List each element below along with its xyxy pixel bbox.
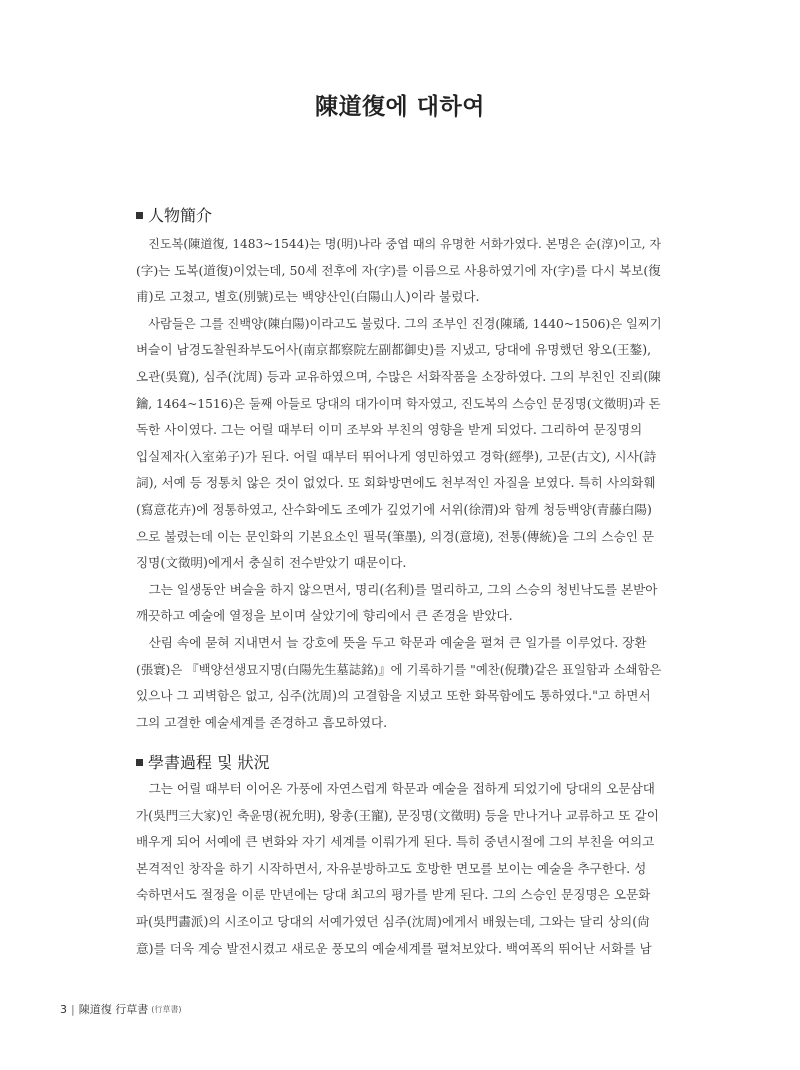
text-line: 있으나 그 괴벽함은 없고, 심주(沈周)의 고결함을 지녔고 또한 화목함에도 통하였다."고 하면서 <box>136 688 651 704</box>
section-heading-label: 人物簡介 <box>148 206 213 225</box>
text-line: (字)는 도복(道復)이었는데, 50세 전후에 자(字)를 이름으로 사용하였기에 자(字)를 다시 복보(復 <box>136 262 661 278</box>
section-body-profile <box>136 231 664 736</box>
text-line: 입실제자(入室弟子)가 된다. 어릴 때부터 뛰어나게 영민하였고 경학(經學), 고문(古文), 시사(詩 <box>136 448 657 464</box>
section-heading-label: 學書過程 및 狀況 <box>148 753 270 772</box>
book-title: 陳道復 行草書 <box>78 1003 149 1016</box>
text-line: 으로 불렸는데 이는 문인화의 기본요소인 필묵(筆墨), 의경(意境), 전통(傳統)을 그의 스승인 문 <box>136 528 655 544</box>
page-footer <box>60 1001 181 1017</box>
text-line: 가(吳門三大家)인 축윤명(祝允明), 왕총(王寵), 문징명(文徵明) 등을 만나거나 교류하고 또 같이 <box>136 807 659 823</box>
square-bullet-icon <box>136 759 143 766</box>
section-body-study <box>136 776 664 962</box>
text-line: 깨끗하고 예술에 열정을 보이며 살았기에 향리에서 큰 존경을 받았다. <box>136 608 513 624</box>
text-line: 본격적인 창작을 하기 시작하면서, 자유분방하고도 호방한 면모를 보이는 예술을 추구한다. 성 <box>136 860 647 876</box>
text-line: (張寰)은 『백양선생묘지명(白陽先生墓誌銘)』에 기록하기를 "예찬(倪瓚)같은 표일함과 소쇄함은 <box>136 662 662 677</box>
text-line: (寫意花卉)에 정통하였고, 산수화에도 조예가 깊었기에 서위(徐渭)와 함께 청등백양(青藤白陽) <box>136 501 652 517</box>
page-number: 3 <box>60 1002 67 1016</box>
text-line: 사람들은 그를 진백양(陳白陽)이라고도 불렀다. 그의 조부인 진경(陳璚, 1440~1506)은 일찌기 <box>136 316 662 331</box>
page-title: 陳道復에 대하여 <box>315 94 485 120</box>
footer-separator: | <box>71 1002 75 1016</box>
text-line: 그의 고결한 예술세계를 존경하고 흠모하였다. <box>136 714 388 730</box>
section-heading-study <box>136 750 270 773</box>
text-line: 숙하면서도 절정을 이룬 만년에는 당대 최고의 평가를 받게 된다. 그의 스승인 문징명은 오문화 <box>136 887 651 903</box>
text-line: 배우게 되어 서예에 큰 변화와 자기 세계를 이뤄가게 된다. 특히 중년시절에 그의 부친을 여의고 <box>136 834 655 850</box>
text-line: 벼슬이 남경도찰원좌부도어사(南京都察院左副都御史)를 지냈고, 당대에 유명했던 왕오(王鏊), <box>136 342 652 358</box>
text-line: 독한 사이였다. 그는 어릴 때부터 이미 조부와 부친의 영향을 받게 되었다. 그리하여 문징명의 <box>136 422 643 438</box>
text-line: 鑰, 1464~1516)은 둘째 아들로 당대의 대가이며 학자였고, 진도복의 스승인 문징명(文徵明)과 돈 <box>136 396 661 411</box>
text-line: 징명(文徵明)에게서 충실히 전수받았기 때문이다. <box>136 555 407 571</box>
text-line: 그는 어릴 때부터 이어온 가풍에 자연스럽게 학문과 예술을 접하게 되었기에 당대의 오문삼대 <box>136 781 655 796</box>
text-line: 진도복(陳道復, 1483~1544)는 명(明)나라 중엽 때의 유명한 서화가였다. 본명은 순(淳)이고, 자 <box>136 237 662 251</box>
text-line: 甫)로 고쳤고, 별호(別號)로는 백양산인(白陽山人)이라 불렀다. <box>136 289 480 305</box>
text-line: 詞), 서예 등 정통치 않은 것이 없었다. 또 회화방면에도 천부적인 자질을 보였다. 특히 사의화훼 <box>136 475 656 491</box>
square-bullet-icon <box>136 212 143 219</box>
text-line: 그는 일생동안 벼슬을 하지 않으면서, 명리(名利)를 멀리하고, 그의 스승의 청빈낙도를 본받아 <box>136 581 658 597</box>
text-line: 산림 속에 묻혀 지내면서 늘 강호에 뜻을 두고 학문과 예술을 펼쳐 큰 일가를 이루었다. 장환 <box>136 634 647 650</box>
text-line: 파(吳門畵派)의 시조이고 당대의 서예가였던 심주(沈周)에게서 배웠는데, 그와는 달리 상의(尙 <box>136 913 650 929</box>
book-subtitle: (行草書) <box>151 1004 182 1014</box>
text-line: 意)를 더욱 계승 발전시켰고 새로운 풍모의 예술세계를 펼쳐보았다. 백여폭의 뛰어난 서화를 남 <box>136 940 652 956</box>
section-heading-profile <box>136 203 212 226</box>
text-line: 오관(吳寬), 심주(沈周) 등과 교유하였으며, 수많은 서화작품을 소장하였다. 그의 부친인 진뢰(陳 <box>136 368 661 384</box>
